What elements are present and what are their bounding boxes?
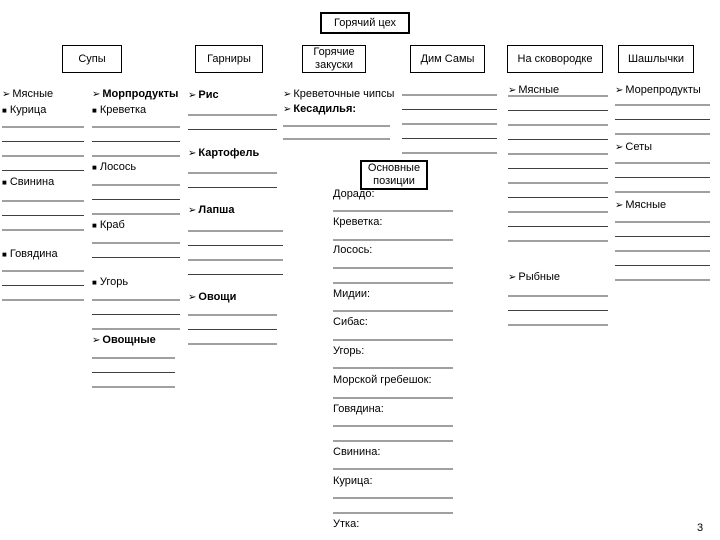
category-skillet-label: На сковородке [517,52,593,65]
main-item-mussels: Мидии: [333,288,371,300]
square-bullet-icon: ■ [92,278,97,287]
seafood-shrimp-label: Креветка [99,104,147,116]
page-number: 3 [697,522,704,534]
snacks-shrimp-chips-label: Креветочные чипсы [293,88,395,100]
main-item-salmon: Лосось: [333,244,373,256]
snacks-quesadilla-label: Кесадилья: [293,103,357,115]
main-item-scallop: Морской гребешок: [333,374,432,386]
arrow-bullet-icon: ➢ [615,200,624,211]
category-dim-sum-box [410,45,485,73]
garnish-potato-item [188,147,259,159]
square-bullet-icon: ■ [92,163,97,172]
category-skewers-label: Шашлычки [627,52,685,65]
garnish-noodles-label: Лапша [198,204,235,216]
category-main-positions-line2: позиции [373,175,415,187]
arrow-bullet-icon: ➢ [188,205,197,216]
skillet-meat-label: Мясные [518,84,560,96]
garnish-rice-label: Рис [198,89,219,101]
soups-pork-item [2,176,54,188]
seafood-shrimp-item [92,104,146,116]
main-item-duck: Утка: [333,518,360,530]
garnish-potato-label: Картофель [198,147,260,159]
snacks-quesadilla-item [283,103,356,115]
arrow-bullet-icon: ➢ [283,104,292,115]
arrow-bullet-icon: ➢ [92,89,101,100]
seafood-eel-item [92,276,128,288]
square-bullet-icon: ■ [92,221,97,230]
garnish-vegetables-label: Овощи [198,291,237,303]
arrow-bullet-icon: ➢ [188,292,197,303]
skewers-sets-item [615,141,652,153]
category-hot-snacks-box [302,45,366,73]
arrow-bullet-icon: ➢ [508,85,517,96]
category-garnishes-box [195,45,263,73]
main-item-seabass: Сибас: [333,316,368,328]
title-box [320,12,410,34]
skewers-meat-label: Мясные [625,199,667,211]
seafood-heading-item [92,88,178,100]
category-hot-snacks-label-line1: Горячие [313,46,355,58]
skewers-seafood-label: Морепродукты [625,84,701,96]
main-item-dorado: Дорадо: [333,188,375,200]
category-hot-snacks-label-line2: закуски [315,59,353,71]
main-item-pork: Свинина: [333,446,381,458]
seafood-eel-label: Угорь [99,276,129,288]
seafood-crab-item [92,219,125,231]
seafood-vegetable-label: Овощные [102,334,156,346]
category-skillet-box [507,45,603,73]
seafood-salmon-label: Лосось [99,161,137,173]
square-bullet-icon: ■ [2,178,7,187]
arrow-bullet-icon: ➢ [92,335,101,346]
seafood-crab-label: Краб [99,219,125,231]
skewers-sets-label: Сеты [625,141,653,153]
arrow-bullet-icon: ➢ [2,89,11,100]
garnish-vegetables-item [188,291,236,303]
snacks-shrimp-chips-item [283,88,394,100]
main-item-chicken: Курица: [333,475,373,487]
square-bullet-icon: ■ [2,250,7,259]
skewers-meat-item [615,199,666,211]
seafood-salmon-item [92,161,136,173]
garnish-noodles-item [188,204,234,216]
arrow-bullet-icon: ➢ [615,142,624,153]
category-main-positions-box [360,160,428,190]
skillet-meat-item [508,84,559,96]
main-item-eel: Угорь: [333,345,365,357]
page-title: Горячий цех [334,16,396,29]
category-soups-box [62,45,122,73]
arrow-bullet-icon: ➢ [188,148,197,159]
category-dim-sum-label: Дим Самы [420,52,475,65]
seafood-vegetable-item [92,334,156,346]
skillet-fish-item [508,271,560,283]
arrow-bullet-icon: ➢ [188,90,197,101]
garnish-rice-item [188,89,219,101]
arrow-bullet-icon: ➢ [615,85,624,96]
main-item-beef: Говядина: [333,403,384,415]
category-soups-label: Супы [78,52,106,65]
soups-beef-label: Говядина [9,248,58,260]
category-garnishes-label: Гарниры [207,52,251,65]
soups-meat-label: Мясные [12,88,54,100]
arrow-bullet-icon: ➢ [508,272,517,283]
soups-meat-item [2,88,53,100]
category-skewers-box [618,45,694,73]
skewers-seafood-item [615,84,701,96]
square-bullet-icon: ■ [92,106,97,115]
soups-chicken-item [2,104,46,116]
skillet-fish-label: Рыбные [518,271,561,283]
square-bullet-icon: ■ [2,106,7,115]
category-main-positions-line1: Основные [367,162,421,174]
soups-beef-item [2,248,58,260]
main-item-shrimp: Креветка: [333,216,383,228]
arrow-bullet-icon: ➢ [283,89,292,100]
soups-pork-label: Свинина [9,176,55,188]
soups-chicken-label: Курица [9,104,47,116]
seafood-heading-label: Морпродукты [102,88,179,100]
